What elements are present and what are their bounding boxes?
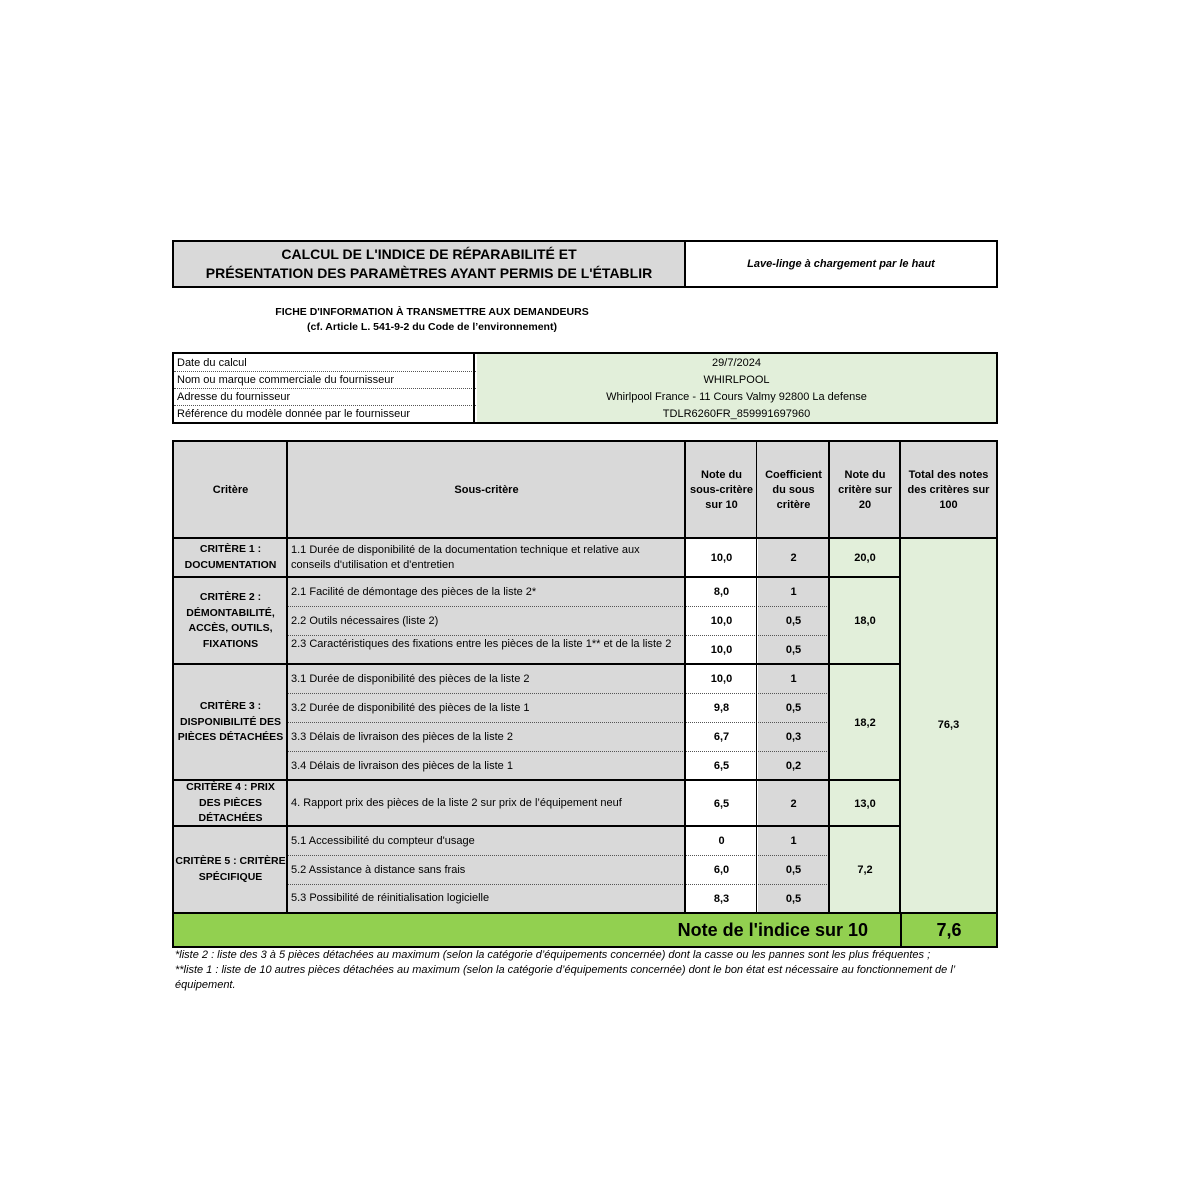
criterion-4-note20: 13,0: [854, 797, 876, 810]
table-border: [172, 663, 901, 665]
info-label: Date du calcul: [174, 354, 475, 371]
subcriterion-coef: 2: [790, 797, 797, 810]
subcriterion-note: 6,7: [713, 731, 730, 743]
final-score-bar: [172, 912, 998, 948]
criterion-1-label: CRITÈRE 1 : DOCUMENTATION: [184, 543, 277, 571]
criterion-5-label: CRITÈRE 5 : CRITÈRE SPÉCIFIQUE: [175, 855, 286, 883]
subcriterion-coef: 0,5: [785, 644, 802, 656]
criterion-1-note20: 20,0: [854, 551, 876, 564]
subcriterion-coef: 1: [790, 835, 797, 847]
table-border: [996, 440, 998, 914]
subcriterion-label: 5.2 Assistance à distance sans frais: [291, 863, 466, 876]
subcriterion-label: 3.1 Durée de disponibilité des pièces de la liste 2: [291, 672, 530, 685]
subcriterion-note: 9,8: [713, 702, 730, 714]
subcriterion-note: 10,0: [710, 615, 733, 627]
table-border: [286, 440, 288, 914]
row-separator: [288, 751, 829, 752]
info-label: Référence du modèle donnée par le fournisseur: [174, 405, 475, 422]
fiche-line-1: FICHE D'INFORMATION À TRANSMETTRE AUX DEMANDEURS: [275, 306, 589, 318]
product-type: Lave-linge à chargement par le haut: [684, 240, 998, 288]
header-coef: Coefficient du sous critère: [765, 468, 822, 511]
subcriterion-note: 10,0: [710, 673, 733, 685]
footnote-2: **liste 1 : liste de 10 autres pièces détachées au maximum (selon la catégorie d’équipements concernée) dont le bon état est nécessaire au fonctionnement de l’ équipement.: [175, 964, 955, 991]
row-separator: [288, 606, 829, 607]
row-separator: [288, 693, 829, 694]
criterion-4-label: CRITÈRE 4 : PRIX DES PIÈCES DÉTACHÉES: [186, 781, 275, 825]
header-sous-critere: Sous-critère: [454, 483, 519, 496]
subcriterion-coef: 0,5: [785, 864, 802, 876]
subcriterion-note: 8,0: [713, 586, 730, 598]
table-border: [172, 440, 998, 442]
subcriterion-label: 3.4 Délais de livraison des pièces de la liste 1: [291, 759, 513, 772]
title-line-1: CALCUL DE L'INDICE DE RÉPARABILITÉ ET: [281, 246, 577, 262]
table-border: [172, 779, 901, 781]
table-border: [756, 440, 757, 914]
criterion-3-label: CRITÈRE 3 : DISPONIBILITÉ DES PIÈCES DÉTACHÉES: [177, 700, 284, 744]
subcriterion-label: 5.1 Accessibilité du compteur d'usage: [291, 834, 475, 847]
criterion-2-note20: 18,0: [854, 615, 876, 627]
criterion-3-note20: 18,2: [854, 716, 876, 729]
subcriterion-coef: 0,5: [785, 702, 802, 714]
footnote-1: *liste 2 : liste des 3 à 5 pièces détachées au maximum (selon la catégorie d’équipements concernée) dont la casse ou les pannes sont les plus fréquentes ;: [175, 949, 931, 961]
total-100: 76,3: [937, 719, 960, 731]
table-border: [172, 537, 998, 539]
header-note-sous: Note du sous-critère sur 10: [690, 468, 753, 511]
header-total: Total des notes des critères sur 100: [907, 468, 990, 511]
footnotes: [175, 948, 1000, 993]
row-separator: [288, 722, 829, 723]
subcriterion-note: 10,0: [710, 551, 733, 564]
info-value: 29/7/2024: [477, 354, 996, 371]
info-label: Nom ou marque commerciale du fournisseur: [174, 371, 475, 388]
table-border: [828, 440, 830, 914]
subcriterion-label: 3.2 Durée de disponibilité des pièces de la liste 1: [291, 701, 530, 714]
subcriterion-note: 8,3: [713, 892, 730, 905]
subcriterion-coef: 2: [790, 551, 797, 564]
subcriterion-coef: 0,5: [785, 892, 802, 905]
subcriterion-note: 0: [718, 835, 725, 847]
subcriterion-coef: 0,2: [785, 760, 802, 772]
row-separator: [288, 635, 829, 636]
subcriterion-label: 2.1 Facilité de démontage des pièces de la liste 2*: [291, 585, 537, 598]
subcriterion-coef: 0,3: [785, 731, 802, 743]
subcriterion-note: 6,0: [713, 864, 730, 876]
subcriterion-note: 10,0: [710, 644, 733, 656]
criterion-2-label: CRITÈRE 2 : DÉMONTABILITÉ, ACCÈS, OUTILS, FIXATIONS: [186, 591, 275, 650]
criterion-5-note20: 7,2: [857, 863, 873, 876]
subcriterion-note: 6,5: [713, 797, 730, 810]
title-line-2: PRÉSENTATION DES PARAMÈTRES AYANT PERMIS DE L'ÉTABLIR: [205, 265, 653, 281]
row-separator: [288, 884, 829, 885]
final-score-value: 7,6: [936, 919, 962, 940]
table-border: [899, 440, 901, 914]
subcriterion-label: 2.2 Outils nécessaires (liste 2): [291, 614, 439, 627]
info-label: Adresse du fournisseur: [174, 388, 475, 405]
final-score-label: Note de l'indice sur 10: [677, 919, 868, 940]
subcriterion-note: 6,5: [713, 760, 730, 772]
subcriterion-coef: 1: [790, 586, 797, 598]
subcriterion-coef: 0,5: [785, 615, 802, 627]
subcriterion-label: 3.3 Délais de livraison des pièces de la liste 2: [291, 730, 513, 743]
info-value: Whirlpool France - 11 Cours Valmy 92800 La defense: [477, 388, 996, 405]
fiche-line-2: (cf. Article L. 541-9-2 du Code de l’environnement): [307, 321, 557, 333]
subcriterion-coef: 1: [790, 673, 797, 685]
table-border: [172, 440, 174, 914]
info-value: TDLR6260FR_859991697960: [477, 405, 996, 422]
table-border: [172, 576, 901, 578]
subcriterion-label: 2.3 Caractéristiques des fixations entre les pièces de la liste 1** et de la liste 2: [291, 638, 672, 650]
subcriterion-label: 5.3 Possibilité de réinitialisation logicielle: [291, 892, 490, 904]
subcriterion-label: 4. Rapport prix des pièces de la liste 2 sur prix de l’équipement neuf: [291, 797, 622, 809]
header-critere: Critère: [212, 483, 249, 496]
table-border: [172, 825, 901, 827]
info-value: WHIRLPOOL: [477, 371, 996, 388]
table-border: [684, 440, 686, 914]
header-note-critere: Note du critère sur 20: [838, 468, 892, 511]
row-separator: [288, 855, 829, 856]
subcriterion-label: 1.1 Durée de disponibilité de la documentation technique et relative aux conseils d'utilisation et d'entretien: [291, 543, 640, 571]
